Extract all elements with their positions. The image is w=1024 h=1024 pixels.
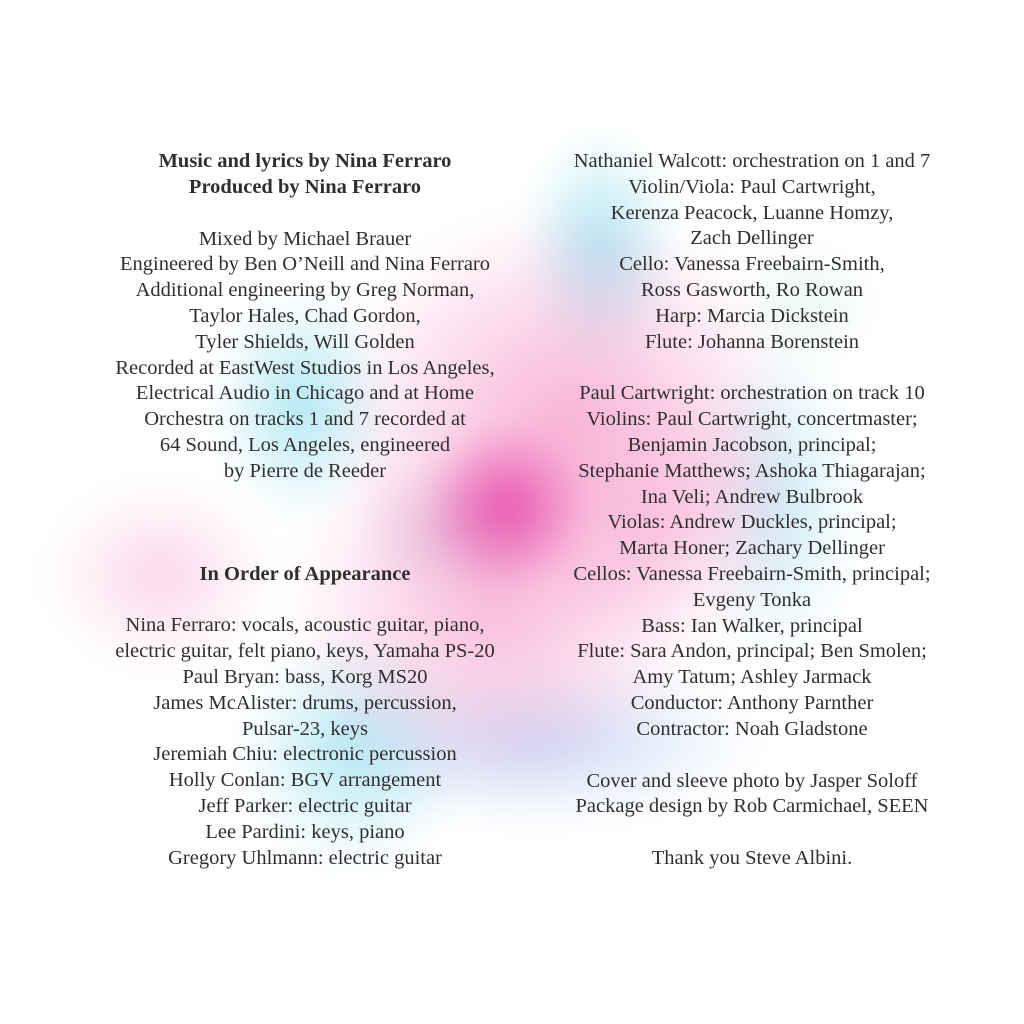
credit-line: Cello: Vanessa Freebairn-Smith, bbox=[619, 253, 885, 276]
left-credits-column bbox=[85, 149, 525, 871]
credit-line: Bass: Ian Walker, principal bbox=[641, 614, 863, 637]
credit-line: James McAlister: drums, percussion, bbox=[153, 691, 457, 714]
appearance-credits-block bbox=[85, 613, 525, 871]
credit-line: Music and lyrics by Nina Ferraro bbox=[158, 150, 452, 172]
section-title-in-order-of-appearance: In Order of Appearance bbox=[199, 562, 411, 585]
credit-line: Cover and sleeve photo by Jasper Soloff bbox=[586, 769, 918, 792]
credit-line: Benjamin Jacobson, principal; bbox=[627, 433, 877, 456]
credit-line: Kerenza Peacock, Luanne Homzy, bbox=[610, 201, 894, 224]
credit-line: Flute: Johanna Borenstein bbox=[644, 330, 860, 353]
credit-line: Jeremiah Chiu: electronic percussion bbox=[153, 743, 457, 766]
credit-line: Violins: Paul Cartwright, concertmaster; bbox=[586, 408, 918, 431]
credit-line: Evgeny Tonka bbox=[692, 588, 812, 611]
credit-line: Amy Tatum; Ashley Jarmack bbox=[632, 666, 872, 689]
credit-line: Tyler Shields, Will Golden bbox=[195, 330, 415, 353]
credit-line: Electrical Audio in Chicago and at Home bbox=[135, 382, 475, 405]
credit-line: Ross Gasworth, Ro Rowan bbox=[640, 278, 864, 301]
credit-line: Flute: Sara Andon, principal; Ben Smolen; bbox=[577, 640, 927, 663]
credit-line: Gregory Uhlmann: electric guitar bbox=[168, 846, 442, 869]
credit-line: Orchestra on tracks 1 and 7 recorded at bbox=[144, 408, 466, 431]
design-credits-block bbox=[526, 769, 978, 821]
credit-line: Recorded at EastWest Studios in Los Angeles, bbox=[115, 356, 495, 379]
thank-you-line: Thank you Steve Albini. bbox=[651, 847, 853, 870]
credit-line: electric guitar, felt piano, keys, Yamaha PS-20 bbox=[115, 640, 495, 663]
engineering-credits-block bbox=[85, 227, 525, 485]
home-orchestra-credits-block bbox=[526, 149, 978, 355]
credit-line: Package design by Rob Carmichael, SEEN bbox=[575, 795, 929, 818]
credit-line: Nina Ferraro: vocals, acoustic guitar, piano, bbox=[125, 614, 485, 637]
credit-line: Cellos: Vanessa Freebairn-Smith, principal; bbox=[573, 562, 931, 585]
credit-line: Additional engineering by Greg Norman, bbox=[135, 279, 475, 302]
credit-line: 64 Sound, Los Angeles, engineered bbox=[159, 433, 451, 456]
music-production-header bbox=[85, 149, 525, 201]
credit-line: Nathaniel Walcott: orchestration on 1 and 7 bbox=[573, 150, 931, 172]
credit-line: Engineered by Ben O’Neill and Nina Ferraro bbox=[119, 253, 490, 276]
credit-line: Paul Cartwright: orchestration on track 10 bbox=[579, 382, 925, 405]
credit-line: Zach Dellinger bbox=[690, 227, 814, 250]
track10-orchestra-credits-block bbox=[526, 381, 978, 742]
credit-line: Jeff Parker: electric guitar bbox=[198, 794, 412, 817]
credit-line: Conductor: Anthony Parnther bbox=[630, 691, 874, 714]
credit-line: Violas: Andrew Duckles, principal; bbox=[607, 511, 897, 534]
credit-line: Ina Veli; Andrew Bulbrook bbox=[640, 485, 864, 508]
credit-line: Harp: Marcia Dickstein bbox=[655, 304, 849, 327]
credit-line: Holly Conlan: BGV arrangement bbox=[168, 769, 442, 792]
credit-line: Mixed by Michael Brauer bbox=[198, 227, 412, 250]
credit-line: Violin/Viola: Paul Cartwright, bbox=[628, 175, 876, 198]
credit-line: Stephanie Matthews; Ashoka Thiagarajan; bbox=[578, 459, 926, 482]
credit-line: Lee Pardini: keys, piano bbox=[205, 820, 405, 843]
credit-line: Taylor Hales, Chad Gordon, bbox=[189, 304, 421, 327]
credit-line: Produced by Nina Ferraro bbox=[188, 175, 422, 198]
credit-line: by Pierre de Reeder bbox=[223, 459, 387, 482]
credit-line: Pulsar-23, keys bbox=[242, 717, 368, 740]
right-credits-column bbox=[526, 149, 978, 872]
credit-line: Paul Bryan: bass, Korg MS20 bbox=[182, 665, 428, 688]
credit-line: Marta Honer; Zachary Dellinger bbox=[619, 537, 885, 560]
credit-line: Contractor: Noah Gladstone bbox=[636, 717, 868, 740]
